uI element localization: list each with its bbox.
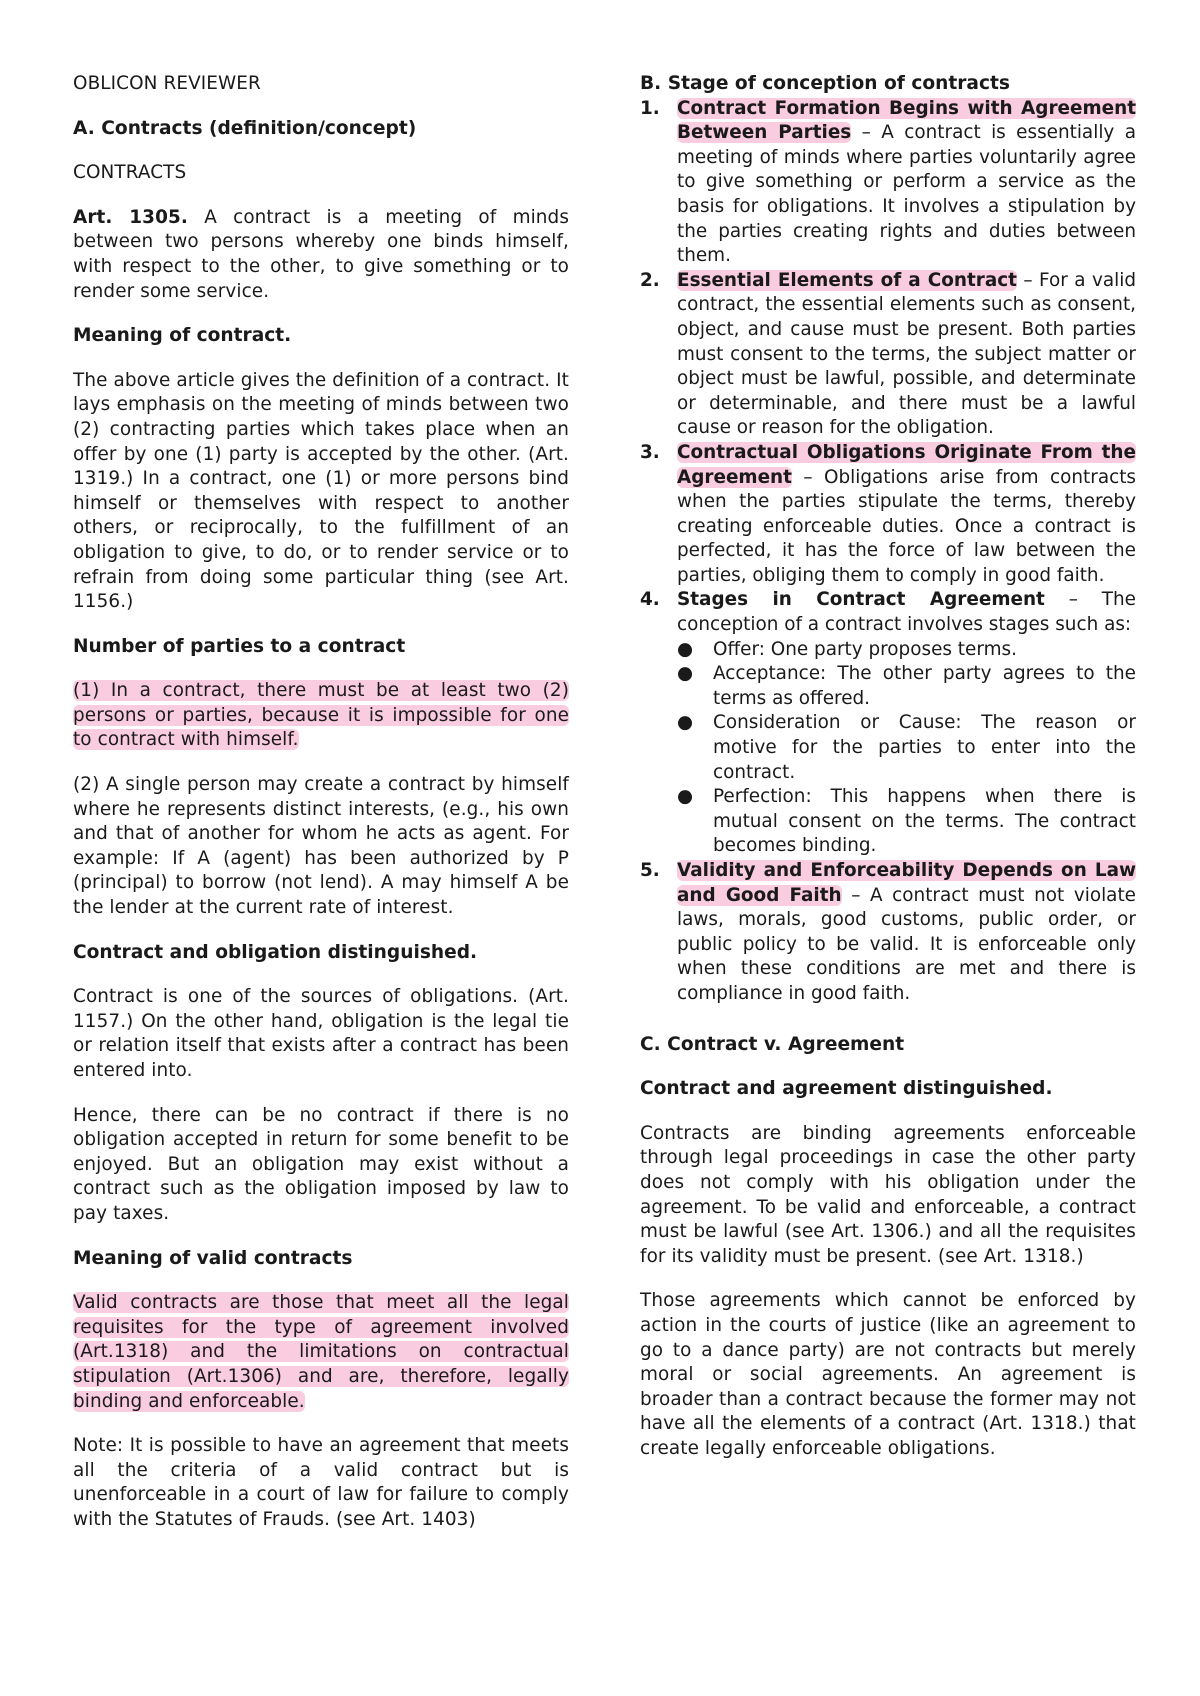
right-column <box>640 72 1136 1461</box>
item-text: – A contract must not violate laws, morals, good customs, public order, or public policy to be valid. It is enforceable only when these conditions are met and there is compliance in good faith. <box>677 884 1136 1004</box>
item-text: – A contract is essentially a meeting of minds where parties voluntarily agree to give something or perform a service as the basis for obligations. It involves a stipulation by the parties creating rights and duties between them. <box>677 122 1136 267</box>
item-number: 5. <box>640 860 660 881</box>
stages-bullet-list <box>677 638 1136 859</box>
item-title: Validity and Enforceability Depends on Law and Good Faith <box>677 860 1136 906</box>
contract-obligation-text-1: Contract is one of the sources of obligations. (Art. 1157.) On the other hand, obligation is the legal tie or relation itself that exists after a contract has been entered into. <box>73 986 569 1081</box>
art-1305-text: A contract is a meeting of minds between two persons whereby one binds himself, with respect to the other, to give something or to render some service. <box>73 206 570 302</box>
item-number: 2. <box>640 269 660 291</box>
item-title: Stages in Contract Agreement <box>677 589 1045 611</box>
item-text: – Obligations arise from contracts when the parties stipulate the terms, thereby creating enforceable duties. Once a contract is perfected, it has the force of law between the parties, obliging them to comply in good faith. <box>677 466 1136 586</box>
document-title: OBLICON REVIEWER <box>73 73 261 94</box>
bullet-icon: ● <box>677 638 694 660</box>
item-text: – The conception of a contract involves stages such as: <box>677 589 1136 636</box>
number-of-parties-heading: Number of parties to a contract <box>73 635 406 657</box>
valid-contracts-text: Valid contracts are those that meet all the legal requisites for the type of agreement involved (Art.1318) and the limitations on contractual stipulation (Art.1306) and are, therefore, legally binding and enforceable. <box>73 1292 569 1412</box>
valid-contracts-paragraph <box>73 1291 569 1414</box>
bullet-icon: ● <box>677 786 694 808</box>
item-number: 3. <box>640 441 660 463</box>
meaning-of-contract-heading: Meaning of contract. <box>73 325 292 347</box>
bullet-icon: ● <box>677 663 694 685</box>
contracts-heading: CONTRACTS <box>73 162 187 184</box>
section-c-heading: C. Contract v. Agreement <box>640 1033 905 1055</box>
contract-obligation-text-2: Hence, there can be no contract if there is no obligation accepted in return for some benefit to be enjoyed. But an obligation may exist without a contract such as the obligation imposed by law to pay taxes. <box>73 1104 569 1224</box>
bullet-icon: ● <box>677 712 694 734</box>
bullet-item <box>677 711 1136 785</box>
bullet-text: Perfection: This happens when there is mutual consent on the terms. The contract becomes binding. <box>713 786 1136 857</box>
item-text: – For a valid contract, the essential elements such as consent, object, and cause must be present. Both parties must consent to the terms, the subject matter or object must be lawful, possible, and determinate or determinable, and there must be a lawful cause or reason for the obligation. <box>677 269 1136 439</box>
parties-paragraph-2: (2) A single person may create a contract by himself where he represents distinct interests, (e.g., his own and that of another for whom he acts as agent. For example: If A (agent) has been authorized by P (principal) to borrow (not lend). A may himself A be the lender at the current rate of interest. <box>73 774 569 919</box>
art-1305-label: Art. 1305. <box>73 206 188 228</box>
contract-agreement-heading: Contract and agreement distinguished. <box>640 1078 1053 1100</box>
section-b-heading: B. Stage of conception of contracts <box>640 73 1010 94</box>
note-paragraph: Note: It is possible to have an agreement that meets all the criteria of a valid contract but is unenforceable in a court of law for failure to comply with the Statutes of Frauds. (see Art. 1403) <box>73 1435 569 1530</box>
meaning-of-contract-text: The above article gives the definition of a contract. It lays emphasis on the meeting of minds between two (2) contracting parties which takes place when an offer by one (1) party is accepted by the other. (Art. 1319.) In a contract, one (1) or more persons bind himself or themselves with respect to another others, or reciprocally, to the fulfillment of an obligation to give, to do, or to render service or to refrain from doing some particular thing (see Art. 1156.) <box>73 369 569 613</box>
contract-agreement-text-1: Contracts are binding agreements enforceable through legal proceedings in case the other party does not comply with his obligation under the agreement. To be valid and enforceable, a contract must be lawful (see Art. 1306.) and all the requisites for its validity must be present. (see Art. 1318.) <box>640 1122 1136 1267</box>
bullet-text: Offer: One party proposes terms. <box>713 638 1017 660</box>
item-title: Contract Formation Begins with Agreement Between Parties <box>677 97 1136 144</box>
bullet-item <box>677 638 1136 663</box>
bullet-text: Consideration or Cause: The reason or motive for the parties to enter into the contract. <box>713 712 1136 783</box>
stages-list <box>640 97 1136 1007</box>
bullet-item <box>677 785 1136 859</box>
parties-paragraph-1 <box>73 679 569 753</box>
list-item <box>640 269 1136 441</box>
bullet-item <box>677 662 1136 711</box>
left-column <box>73 72 569 1533</box>
contract-agreement-text-2: Those agreements which cannot be enforced by action in the courts of justice (like an agreement to go to a dance party) are not contracts but merely moral or social agreements. An agreement is broader than a contract because the former may not have all the elements of a contract (Art. 1318.) that create legally enforceable obligations. <box>640 1290 1136 1459</box>
list-item <box>640 588 1136 859</box>
list-item <box>640 97 1136 269</box>
item-number: 1. <box>640 97 660 119</box>
item-number: 4. <box>640 589 660 611</box>
item-title: Contractual Obligations Originate From the Agreement <box>677 441 1136 488</box>
art-1305-paragraph <box>73 206 569 304</box>
item-title: Essential Elements of a Contract <box>677 269 1017 291</box>
valid-contracts-heading: Meaning of valid contracts <box>73 1247 353 1269</box>
section-a-heading: A. Contracts (definition/concept) <box>73 117 417 139</box>
parties-text-1: (1) In a contract, there must be at least two (2) persons or parties, because it is impossible for one to contract with himself. <box>73 680 569 751</box>
list-item <box>640 859 1136 1007</box>
contract-obligation-heading: Contract and obligation distinguished. <box>73 941 478 963</box>
list-item <box>640 441 1136 589</box>
bullet-text: Acceptance: The other party agrees to the terms as offered. <box>713 663 1136 709</box>
